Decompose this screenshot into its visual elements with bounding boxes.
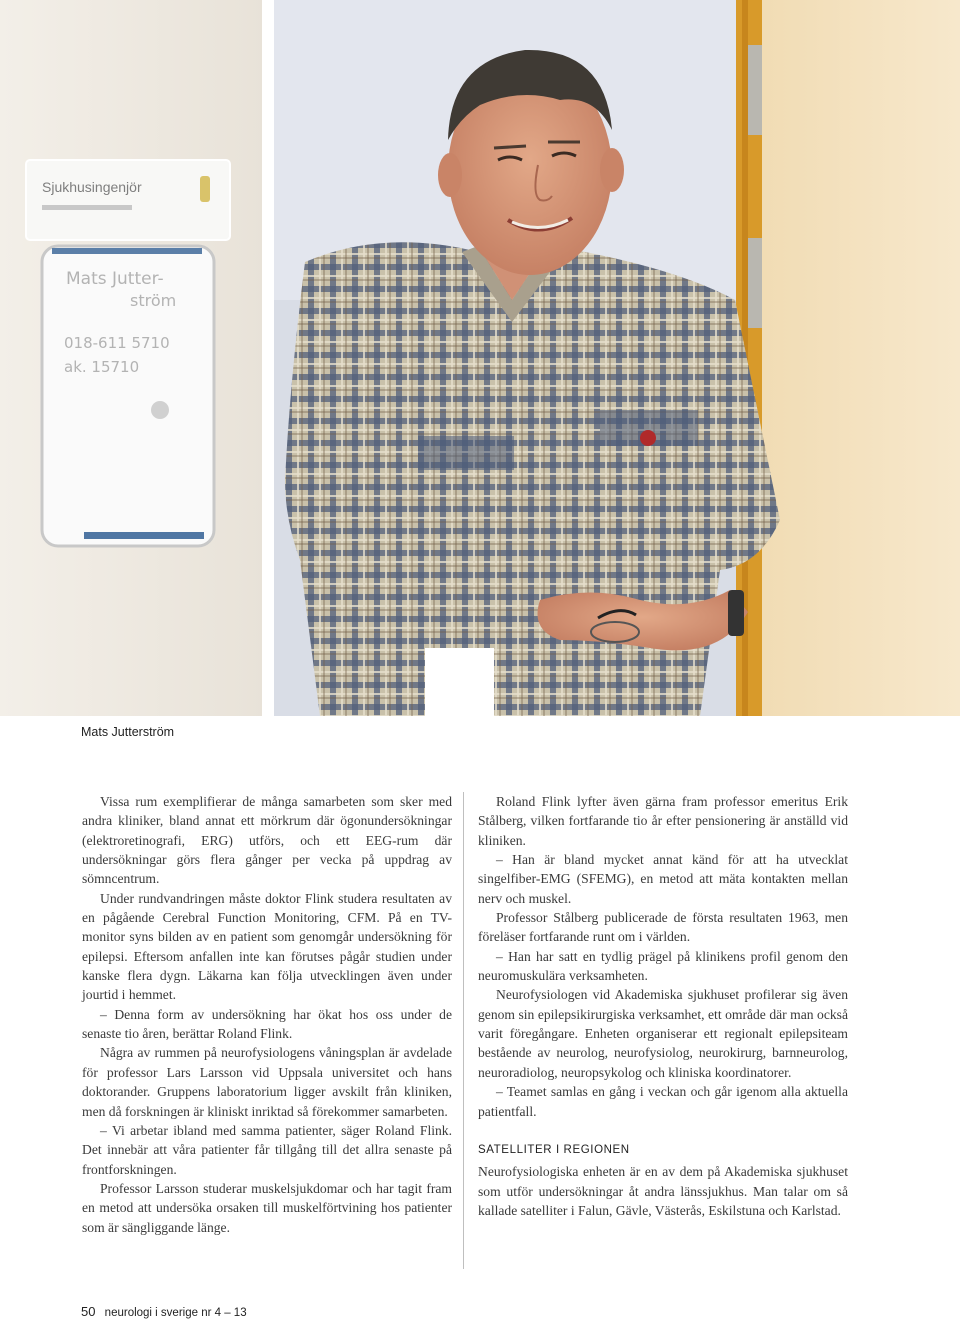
- section-subheading: SATELLITER I REGIONEN: [478, 1143, 630, 1156]
- paragraph: – Han har satt en tydlig prägel på klinikens profil genom den neuromuskulära verksamheten.: [478, 948, 848, 984]
- publication-name: neurologi i sverige nr 4 – 13: [104, 1307, 247, 1319]
- paragraph: Vissa rum exemplifierar de många samarbeten som sker med andra kliniker, bland annat ett mörkrum där ögonundersökningar (elektroretinografi, ERG) utförs, och ett EEG-rum där undersökningar görs flera gånger per vecka på uppdrag av sömncentrum.: [82, 794, 452, 887]
- paragraph: Neurofysiologen vid Akademiska sjukhuset profilerar sig även genom sin epilepsikirurgiska verksamhet, ett område där man också varit föregångare. Enheten organiserar ett regionalt epilepsiteam bestående av neurolog, neurofysiolog, neurokirurg, barnneurolog, neuroradiolog, neuropsykolog och kliniska koordinatorer.: [478, 987, 848, 1080]
- whiteboard-name-line2: ström: [130, 291, 177, 310]
- paragraph: Professor Stålberg publicerade de första resultaten 1963, men föreläser fortfarande runt om i världen.: [478, 910, 848, 945]
- page-number: 50: [81, 1304, 96, 1319]
- whiteboard: [42, 246, 214, 546]
- left-column: [82, 792, 452, 1237]
- column-divider: [463, 792, 464, 1269]
- photo-caption: Mats Jutterström: [81, 725, 175, 739]
- paragraph: Några av rummen på neurofysiologens våningsplan är avdelade för professor Lars Larsson vid Uppsala universitet och hans doktorander. Gruppens laboratorium ligger avskilt från kliniken, men då forskningen är kliniskt inriktad så förekommer samarbeten.: [82, 1045, 452, 1119]
- whiteboard-phone1: 018-611 5710: [64, 334, 170, 352]
- photo-notch: [425, 648, 494, 716]
- paragraph: – Han är bland mycket annat känd för att ha utvecklat singelfiber-EMG (SFEMG), en metod att mäta kontakten mellan nerv och muskel.: [478, 852, 848, 906]
- paragraph: – Denna form av undersökning har ökat hos oss under de senaste tio åren, berättar Roland Flink.: [82, 1006, 452, 1042]
- paragraph: Neurofysiologiska enheten är en av dem på Akademiska sjukhuset som utför undersökningar åt andra länssjukhus. Man talar om så kallade satelliter i Falun, Gävle, Västerås, Eskilstuna och Karlstad.: [478, 1164, 848, 1218]
- paragraph: Professor Larsson studerar muskelsjukdomar och har tagit fram en metod att undersöka orsaken till muskelförtvining hos patienter som är sängliggande länge.: [82, 1180, 452, 1235]
- paragraph: – Teamet samlas en gång i veckan och går igenom alla aktuella patientfall.: [478, 1084, 848, 1119]
- whiteboard-name-line1: Mats Jutter-: [66, 269, 164, 289]
- door-sign: [26, 160, 230, 240]
- right-column: [478, 792, 848, 1220]
- whiteboard-phone2: ak. 15710: [64, 358, 140, 376]
- door-sign-label: Sjukhusingenjör: [42, 179, 142, 195]
- paragraph: – Vi arbetar ibland med samma patienter, säger Roland Flink. Det innebär att våra patienter får tillgång till det allra senaste på frontforskningen.: [82, 1122, 452, 1177]
- paragraph: Roland Flink lyfter även gärna fram professor emeritus Erik Stålberg, vilken fortfarande tio år efter pensionering är anställd vid kliniken.: [478, 794, 848, 848]
- page-footer: [81, 1304, 247, 1319]
- paragraph: Under rundvandringen måste doktor Flink studera resultaten av en pågående Cerebral Function Monitoring, CFM. På en TV-monitor syns bilden av en patient som genomgår undersökning för epilepsi. Eftersom anfallen inte kan förutses pågår studien under kanske flera dygn. Läkarna kan följa utvecklingen även under jourtid i hemmet.: [82, 890, 452, 1003]
